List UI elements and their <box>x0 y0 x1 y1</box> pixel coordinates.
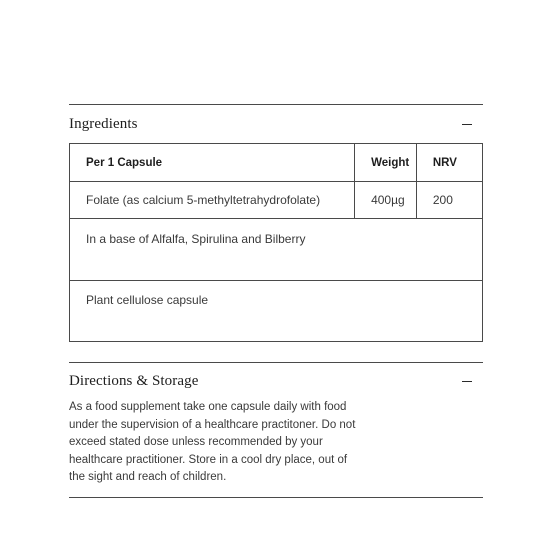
minus-icon[interactable] <box>462 124 472 125</box>
ingredients-table <box>69 143 483 342</box>
ingredient-nrv: 200 <box>416 182 482 219</box>
table-header-row <box>70 144 483 182</box>
ingredient-weight: 400µg <box>355 182 417 219</box>
directions-title: Directions & Storage <box>69 372 199 389</box>
ingredients-toggle[interactable] <box>69 105 483 143</box>
header-per-capsule: Per 1 Capsule <box>70 144 355 182</box>
directions-text: As a food supplement take one capsule daily with food under the supervision of a healthcare practitoner. Do not exceed stated dose unless recommended by your healthcare practitioner. Store in a cool dry place, out of the sight and reach of children. <box>69 401 356 483</box>
capsule-note: Plant cellulose capsule <box>70 281 483 342</box>
ingredients-section <box>69 104 483 352</box>
minus-icon[interactable] <box>462 381 472 382</box>
ingredients-title: Ingredients <box>69 115 138 132</box>
table-row <box>70 281 483 342</box>
directions-toggle[interactable] <box>69 363 483 399</box>
header-weight: Weight <box>355 144 417 182</box>
ingredients-body <box>69 143 483 352</box>
table-row <box>70 219 483 281</box>
base-note: In a base of Alfalfa, Spirulina and Bilberry <box>70 219 483 281</box>
directions-section <box>69 362 483 498</box>
product-info-accordion <box>69 104 483 498</box>
ingredient-name: Folate (as calcium 5-methyltetrahydrofolate) <box>70 182 355 219</box>
header-nrv: NRV <box>416 144 482 182</box>
table-row <box>70 182 483 219</box>
